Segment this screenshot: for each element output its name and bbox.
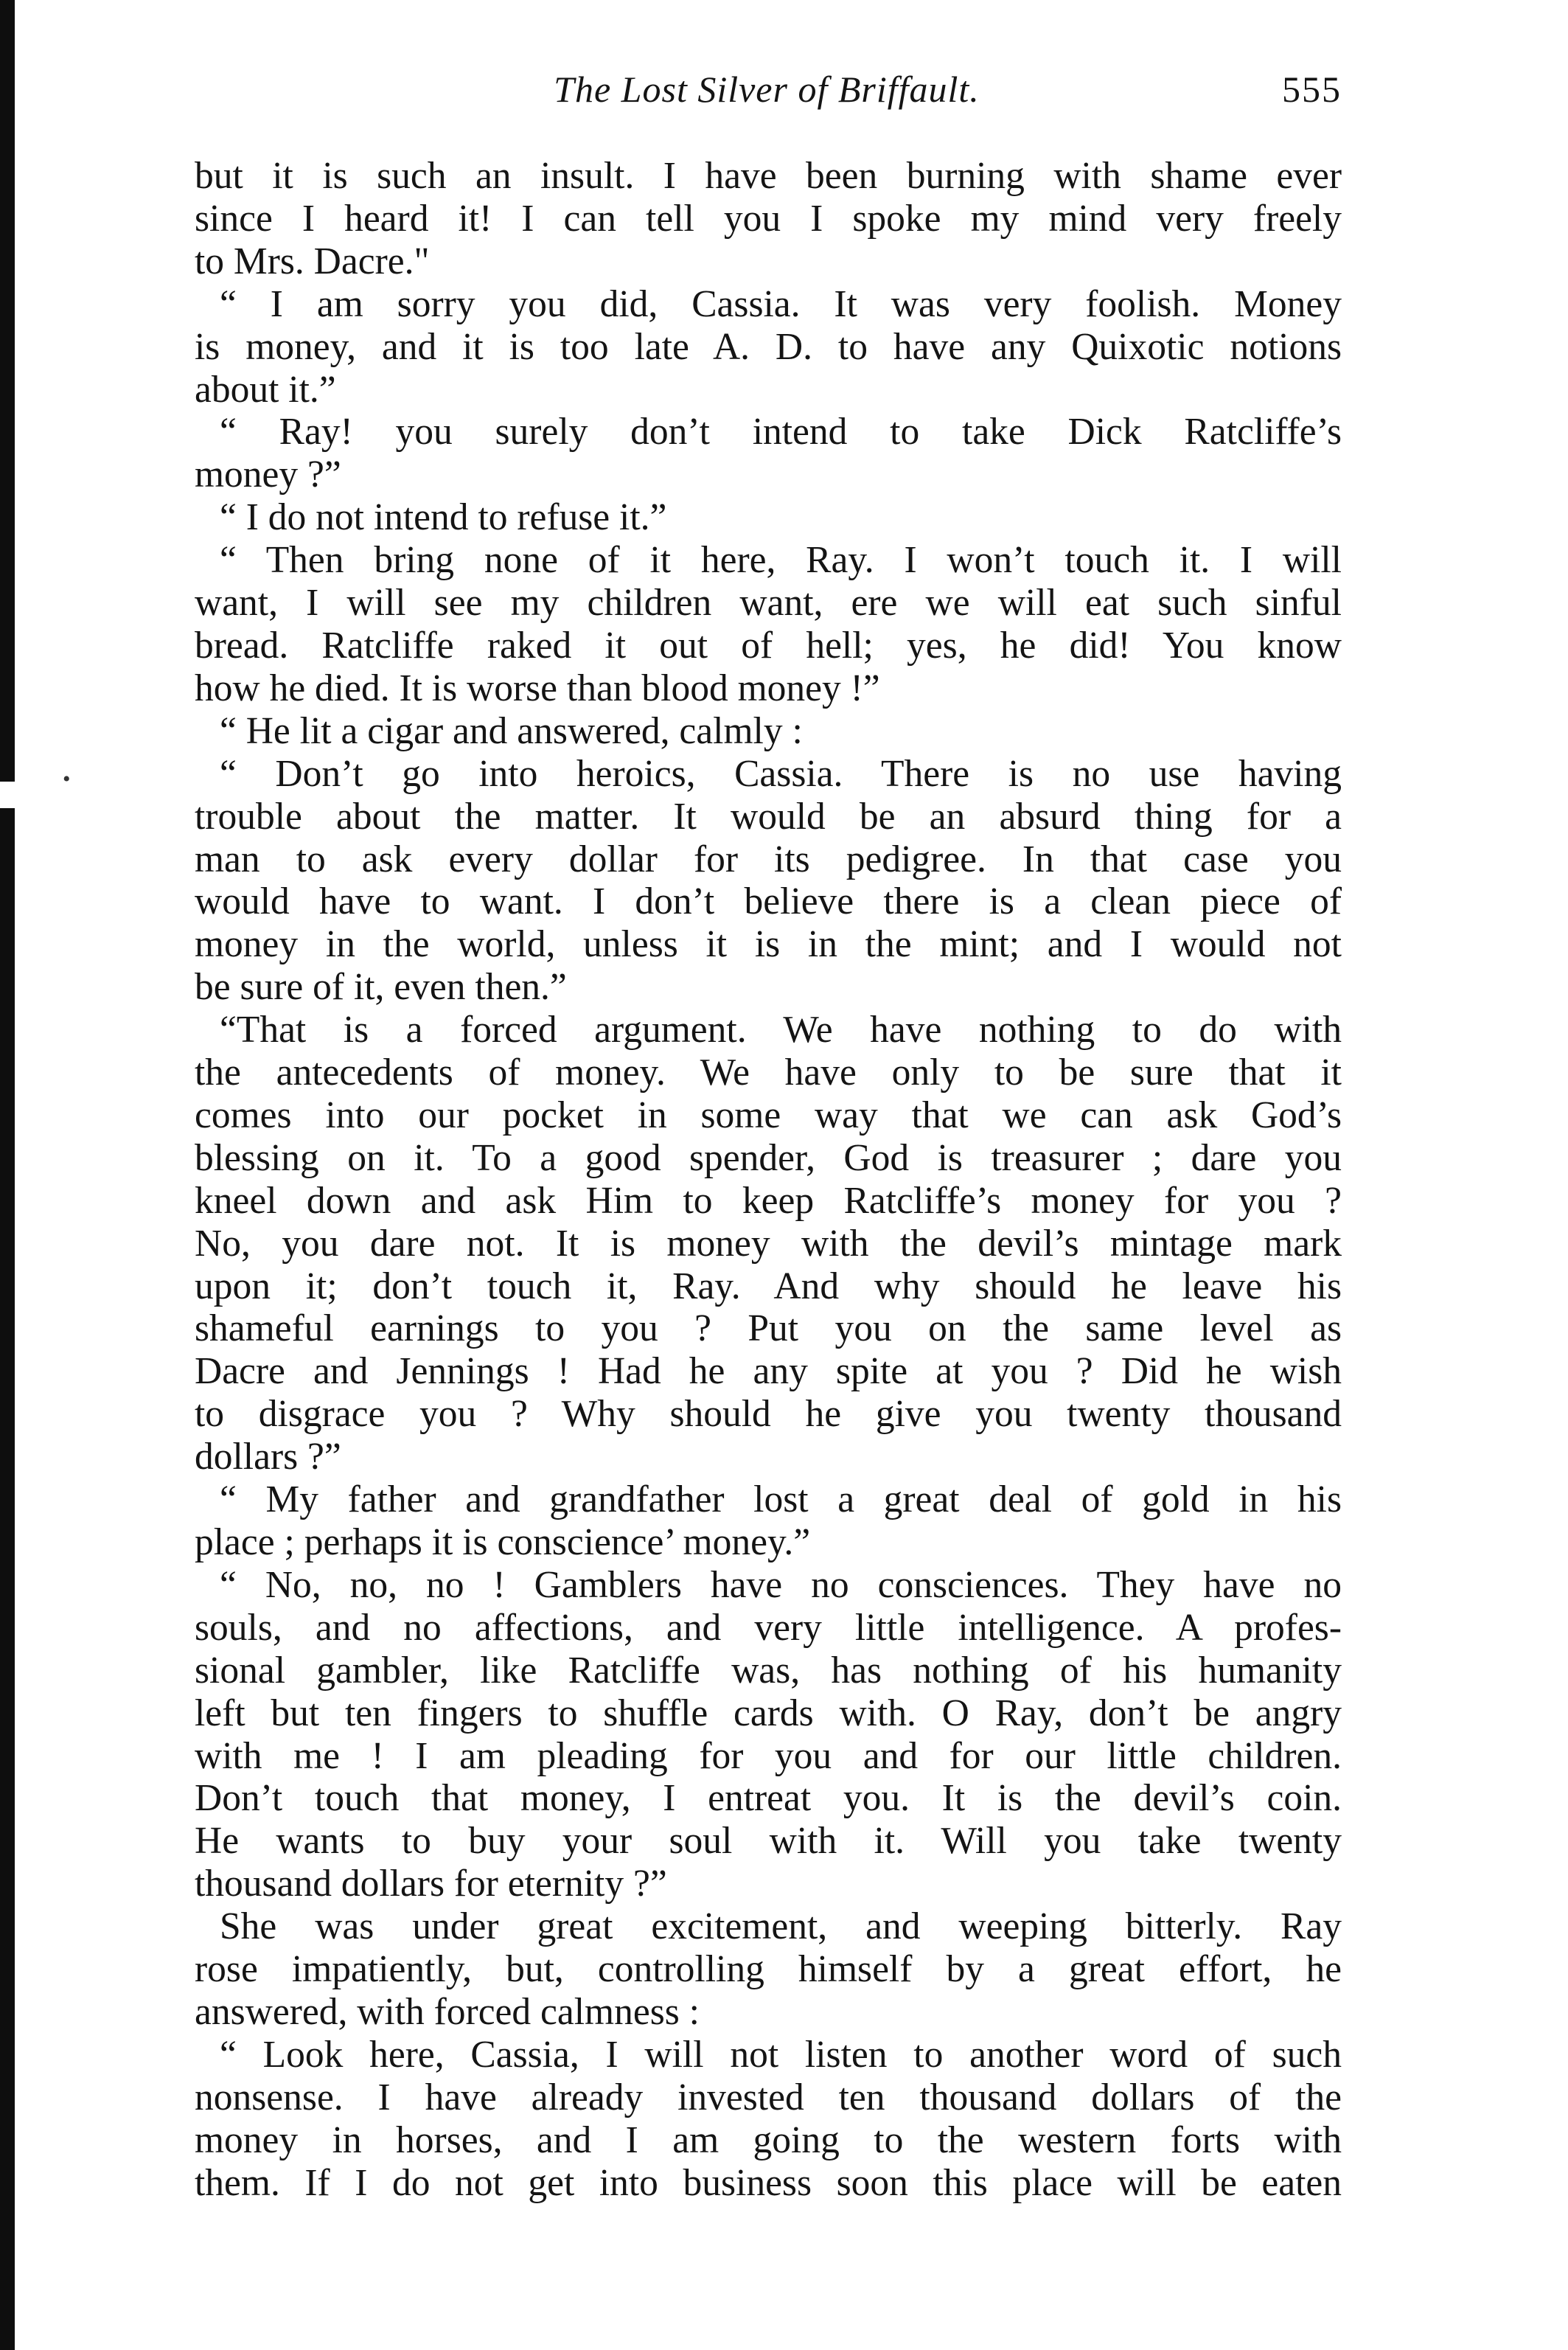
text-line: “ I am sorry you did, Cassia. It was very foolish. Money: [220, 282, 1342, 325]
text-line: man to ask every dollar for its pedigree. In that case you: [195, 838, 1342, 880]
text-line: “ No, no, no ! Gamblers have no consciences. They have no: [220, 1563, 1342, 1606]
text-line: “ My father and grandfather lost a great deal of gold in his: [220, 1478, 1342, 1521]
text-line: “ Ray! you surely don’t intend to take Dick Ratcliffe’s: [220, 411, 1342, 453]
text-line: blessing on it. To a good spender, God is treasurer ; dare you: [195, 1136, 1342, 1179]
text-line: kneel down and ask Him to keep Ratcliffe’s money for you ?: [195, 1179, 1342, 1222]
text-line: to Mrs. Dacre.": [195, 240, 430, 282]
page-edge-gap: [0, 782, 15, 808]
text-line: bread. Ratcliffe raked it out of hell; yes, he did! You know: [195, 624, 1342, 667]
text-line: be sure of it, even then.”: [195, 966, 567, 1009]
text-line: She was under great excitement, and weeping bitterly. Ray: [220, 1905, 1342, 1948]
text-line: answered, with forced calmness :: [195, 1990, 700, 2033]
text-line: is money, and it is too late A. D. to have any Quixotic notions: [195, 325, 1342, 368]
body-text: [195, 155, 1342, 2205]
text-line: place ; perhaps it is conscience’ money.”: [195, 1521, 811, 1563]
text-line: Dacre and Jennings ! Had he any spite at you ? Did he wish: [195, 1350, 1342, 1393]
text-line: trouble about the matter. It would be an absurd thing for a: [195, 795, 1342, 838]
running-title: The Lost Silver of Briffault.: [554, 69, 980, 110]
text-line: the antecedents of money. We have only to be sure that it: [195, 1051, 1342, 1094]
text-line: money in the world, unless it is in the mint; and I would not: [195, 923, 1342, 966]
text-line: dollars ?”: [195, 1436, 341, 1478]
text-line: how he died. It is worse than blood money !”: [195, 667, 880, 709]
text-line: nonsense. I have already invested ten thousand dollars of the: [195, 2076, 1342, 2118]
text-line: rose impatiently, but, controlling himself by a great effort, he: [195, 1948, 1342, 1991]
text-line: No, you dare not. It is money with the devil’s mintage mark: [195, 1222, 1342, 1265]
text-line: He wants to buy your soul with it. Will you take twenty: [195, 1820, 1342, 1863]
text-line: shameful earnings to you ? Put you on the same level as: [195, 1307, 1342, 1350]
text-line: them. If I do not get into business soon this place will be eaten: [195, 2161, 1342, 2204]
text-line: would have to want. I don’t believe there is a clean piece of: [195, 880, 1342, 923]
text-line: money in horses, and I am going to the western forts with: [195, 2118, 1342, 2161]
text-line: “That is a forced argument. We have nothing to do with: [220, 1009, 1342, 1051]
text-line: souls, and no affections, and very little intelligence. A profes-: [195, 1606, 1342, 1649]
text-line: to disgrace you ? Why should he give you twenty thousand: [195, 1393, 1342, 1436]
text-line: “ Look here, Cassia, I will not listen to another word of such: [220, 2033, 1342, 2076]
text-line: money ?”: [195, 453, 341, 496]
text-line: about it.”: [195, 368, 336, 411]
text-line: Don’t touch that money, I entreat you. It is the devil’s coin.: [195, 1777, 1342, 1820]
text-line: with me ! I am pleading for you and for our little children.: [195, 1734, 1342, 1777]
text-line: sional gambler, like Ratcliffe was, has nothing of his humanity: [195, 1649, 1342, 1692]
text-line: thousand dollars for eternity ?”: [195, 1863, 667, 1905]
text-line: but it is such an insult. I have been burning with shame ever: [195, 155, 1342, 197]
text-line: upon it; don’t touch it, Ray. And why should he leave his: [195, 1265, 1342, 1307]
text-line: comes into our pocket in some way that we can ask God’s: [195, 1094, 1342, 1136]
text-line: “ Then bring none of it here, Ray. I won’t touch it. I will: [220, 539, 1342, 582]
text-line: since I heard it! I can tell you I spoke my mind very freely: [195, 197, 1342, 240]
margin-dot: •: [63, 767, 71, 791]
text-line: “ I do not intend to refuse it.”: [220, 496, 667, 539]
text-line: “ Don’t go into heroics, Cassia. There is no use having: [220, 752, 1342, 795]
text-line: want, I will see my children want, ere we will eat such sinful: [195, 582, 1342, 625]
page-edge-rule: [0, 0, 15, 2350]
running-head: [192, 68, 1342, 127]
text-line: “ He lit a cigar and answered, calmly :: [220, 709, 803, 752]
page-number: 555: [1282, 69, 1342, 110]
text-line: left but ten fingers to shuffle cards with. O Ray, don’t be angry: [195, 1692, 1342, 1734]
